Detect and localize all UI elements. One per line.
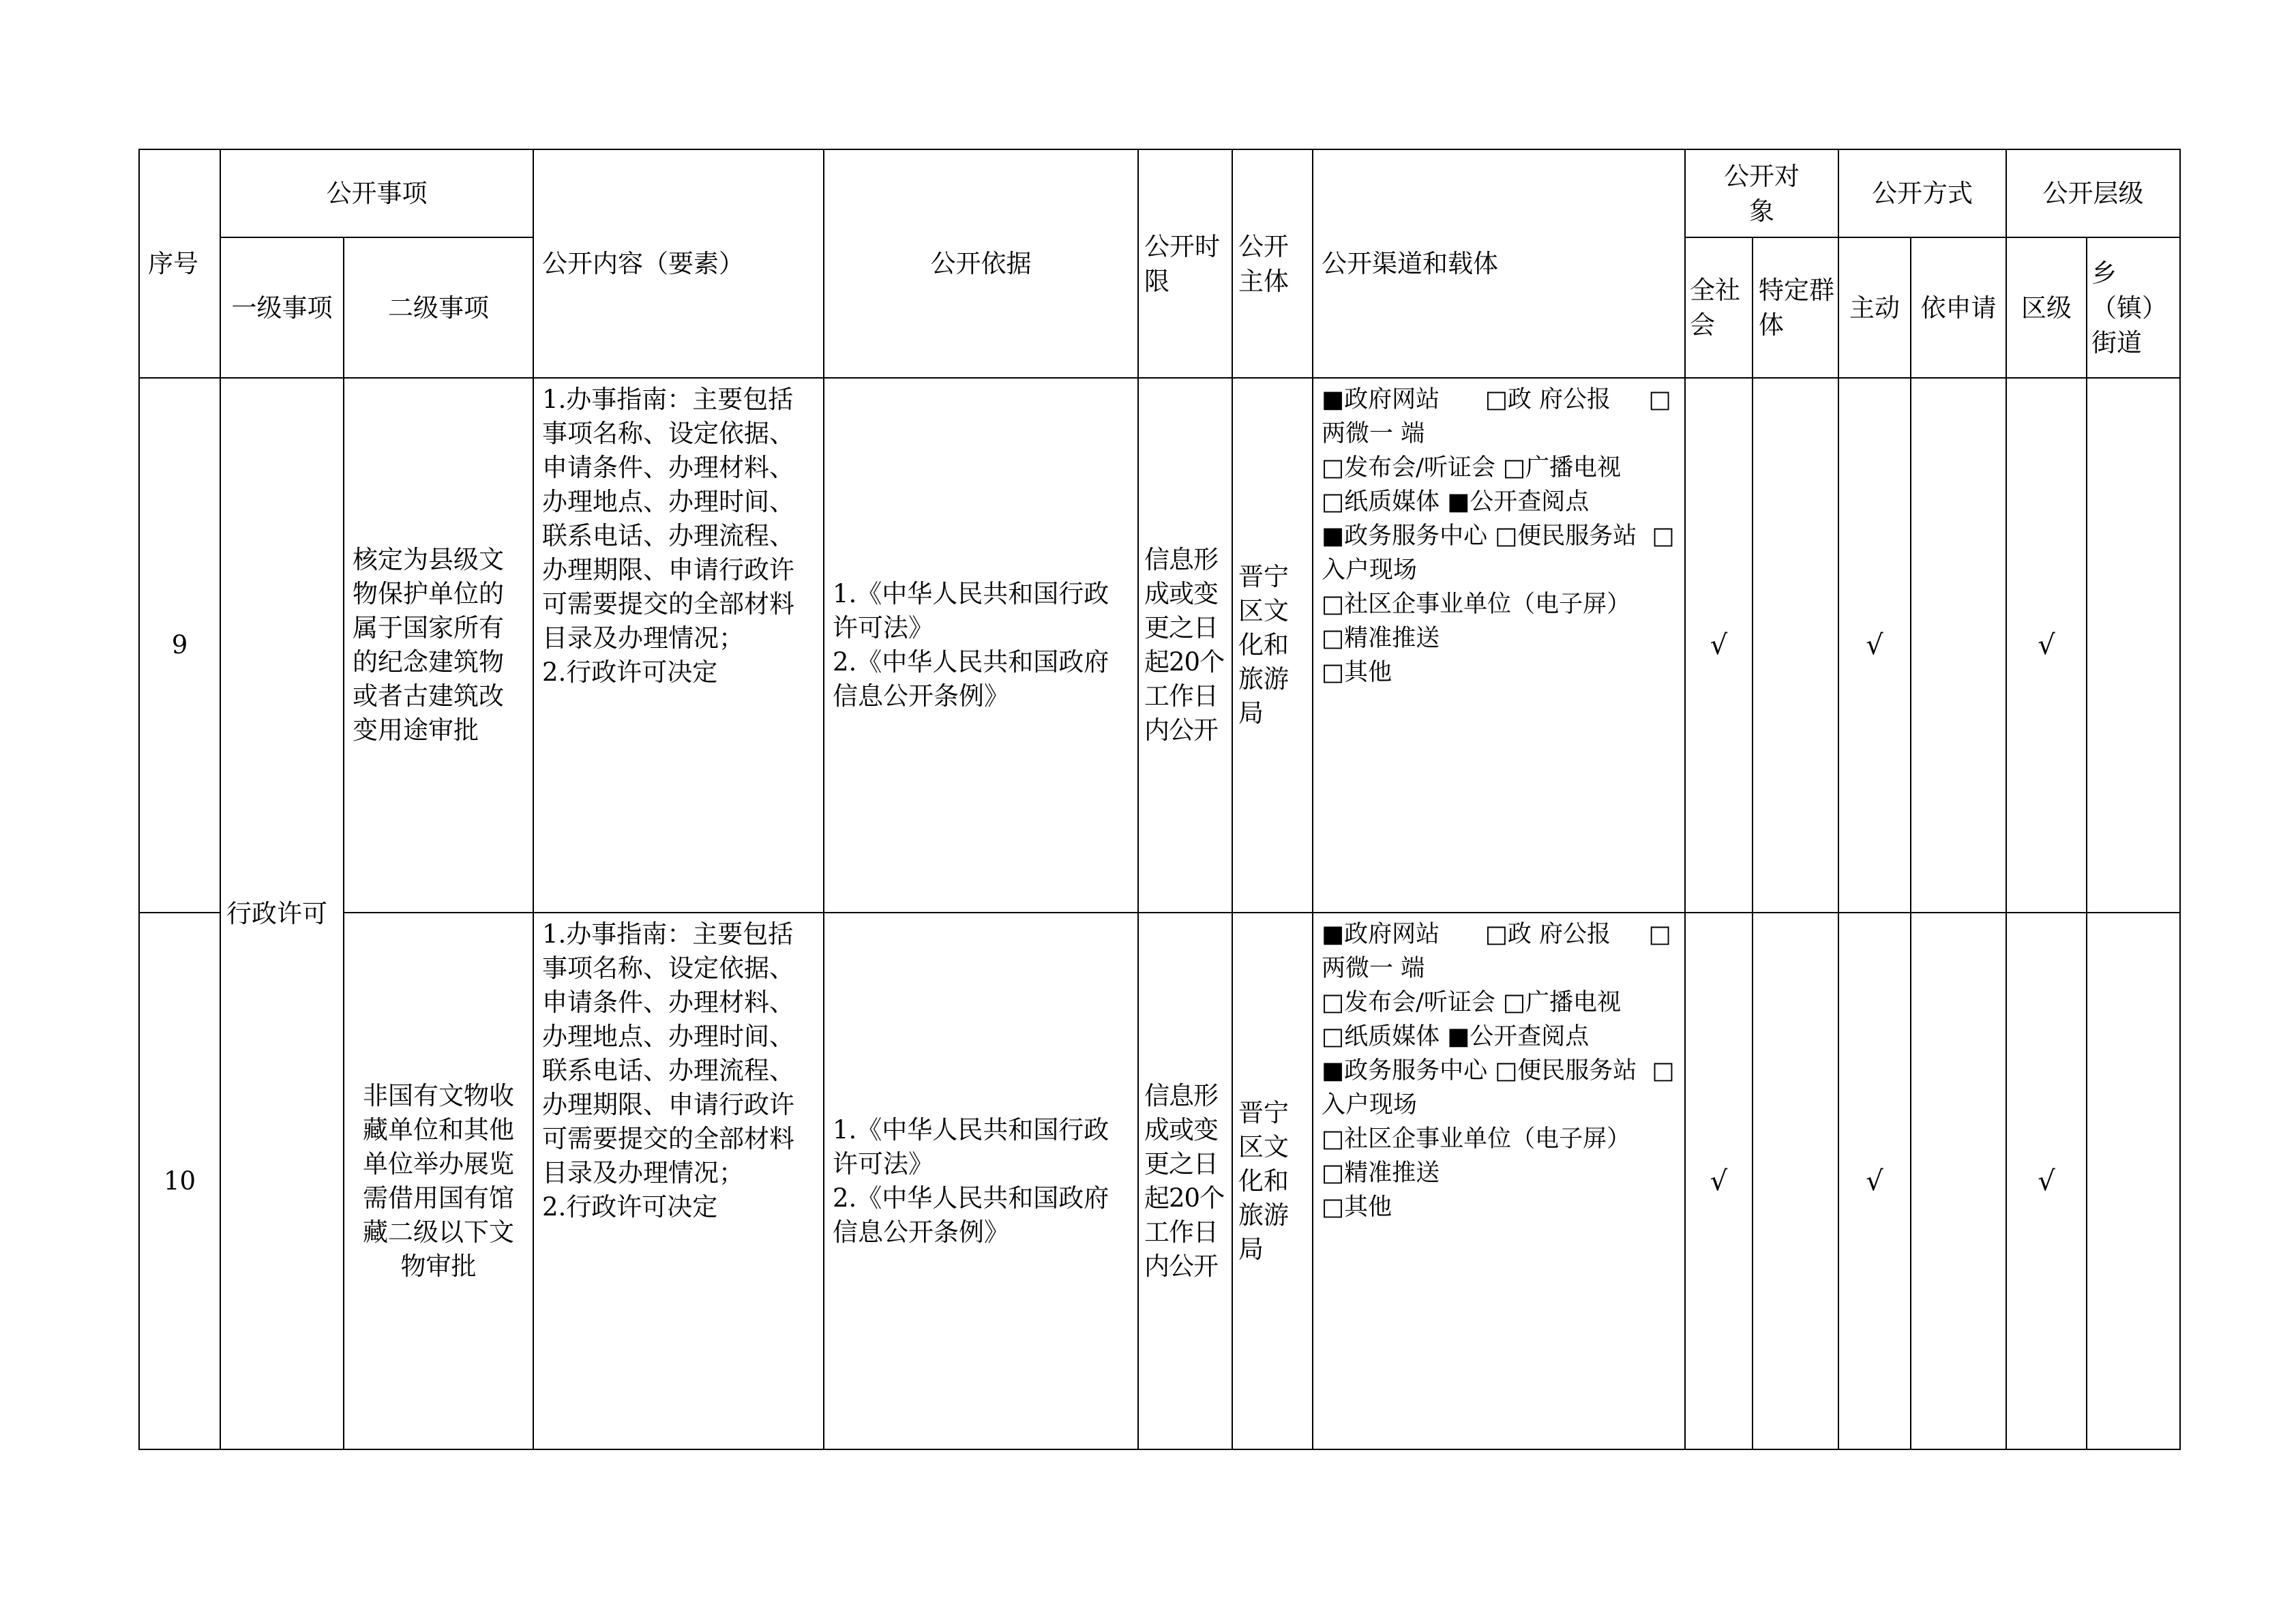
header-method-active-label: 主动 xyxy=(1849,293,1900,323)
header-method-apply-label: 依申请 xyxy=(1920,293,1997,323)
header-method-active xyxy=(1838,237,1911,378)
row-channels-value: ■政府网站 □政 府公报 □两微一 端 □发布会/听证会 □广播电视 □纸质媒体 ■公开查阅点 ■政务服务中心 □便民服务站 □入户现场 □社区企事业单位（电子屏） □精准推送 □其他 xyxy=(1322,386,1675,686)
header-target-all xyxy=(1685,237,1753,378)
row-method-active-value: √ xyxy=(1866,1165,1883,1197)
header-target xyxy=(1685,149,1838,237)
header-target-label: 公开对象 xyxy=(1724,161,1800,226)
row-subject xyxy=(1232,378,1313,913)
header-level1-label: 一级事项 xyxy=(231,293,333,323)
row-level1-value: 行政许可 xyxy=(226,898,327,928)
row-level2 xyxy=(344,913,533,1449)
row-target-all xyxy=(1685,378,1753,913)
header-channel xyxy=(1313,149,1685,378)
header-time-limit-label: 公开时限 xyxy=(1144,231,1220,296)
header-target-group xyxy=(1753,237,1838,378)
row-method-apply xyxy=(1911,913,2006,1449)
header-subject-label: 公开主体 xyxy=(1238,231,1289,296)
header-seq xyxy=(139,149,220,378)
header-matter xyxy=(220,149,533,237)
row-seq xyxy=(139,378,220,913)
row-level-town xyxy=(2087,913,2180,1449)
header-basis-label: 公开依据 xyxy=(930,249,1032,278)
header-level-district-label: 区级 xyxy=(2021,293,2072,323)
row-target-all-value: √ xyxy=(1710,630,1728,661)
row-seq-value: 10 xyxy=(163,1166,196,1196)
row-channels xyxy=(1313,913,1685,1449)
row-time-limit-value: 信息形成或变更之日起20个工作日内公开 xyxy=(1144,545,1225,745)
header-level-district xyxy=(2006,237,2087,378)
header-target-group-label: 特定群体 xyxy=(1759,276,1834,340)
header-matter-label: 公开事项 xyxy=(326,179,428,208)
header-method-label: 公开方式 xyxy=(1872,179,1973,208)
row-level2-value: 非国有文物收藏单位和其他单位举办展览需借用国有馆藏二级以下文物审批 xyxy=(363,1080,514,1281)
header-level1 xyxy=(220,237,344,378)
row-target-group xyxy=(1753,913,1838,1449)
row-level-town xyxy=(2087,378,2180,913)
row-content xyxy=(533,378,824,913)
row-method-apply xyxy=(1911,378,2006,913)
row-channels xyxy=(1313,378,1685,913)
header-content-label: 公开内容（要素） xyxy=(542,249,744,278)
row-level-district xyxy=(2006,378,2087,913)
row-basis-value: 1.《中华人民共和国行政许可法》 2.《中华人民共和国政府信息公开条例》 xyxy=(833,1114,1109,1247)
header-level-town xyxy=(2087,237,2180,378)
header-method-apply xyxy=(1911,237,2006,378)
row-target-group xyxy=(1753,378,1838,913)
row-target-all xyxy=(1685,913,1753,1449)
row-method-active-value: √ xyxy=(1866,630,1883,661)
header-time-limit xyxy=(1138,149,1232,378)
table-row xyxy=(139,378,2180,913)
row-target-all-value: √ xyxy=(1710,1165,1728,1197)
row-basis xyxy=(824,913,1138,1449)
row-content xyxy=(533,913,824,1449)
disclosure-table xyxy=(138,149,2181,1450)
row-level1 xyxy=(220,378,344,1449)
row-channels-value: ■政府网站 □政 府公报 □两微一 端 □发布会/听证会 □广播电视 □纸质媒体 ■公开查阅点 ■政务服务中心 □便民服务站 □入户现场 □社区企事业单位（电子屏） □精准推送 □其他 xyxy=(1322,921,1675,1221)
row-subject xyxy=(1232,913,1313,1449)
header-seq-label: 序号 xyxy=(148,249,198,278)
header-method xyxy=(1838,149,2006,237)
row-content-value: 1.办事指南：主要包括事项名称、设定依据、申请条件、办理材料、办理地点、办理时间、联系电话、办理流程、办理期限、申请行政许可需要提交的全部材料目录及办理情况； 2.行政许可决定 xyxy=(542,919,794,1222)
header-basis xyxy=(824,149,1138,378)
header-level-town-label: 乡（镇）街道 xyxy=(2091,258,2167,357)
row-content-value: 1.办事指南：主要包括事项名称、设定依据、申请条件、办理材料、办理地点、办理时间、联系电话、办理流程、办理期限、申请行政许可需要提交的全部材料目录及办理情况； 2.行政许可决定 xyxy=(542,385,794,687)
row-subject-value: 晋宁区文化和旅游局 xyxy=(1238,562,1289,728)
table-row xyxy=(139,913,2180,1449)
header-level2 xyxy=(344,237,533,378)
header-level xyxy=(2006,149,2180,237)
row-method-active xyxy=(1838,378,1911,913)
header-level-label: 公开层级 xyxy=(2042,179,2144,208)
row-subject-value: 晋宁区文化和旅游局 xyxy=(1238,1097,1289,1264)
row-time-limit xyxy=(1138,913,1232,1449)
row-time-limit xyxy=(1138,378,1232,913)
row-seq xyxy=(139,913,220,1449)
header-level2-label: 二级事项 xyxy=(388,293,489,323)
row-seq-value: 9 xyxy=(171,630,188,660)
row-basis-value: 1.《中华人民共和国行政许可法》 2.《中华人民共和国政府信息公开条例》 xyxy=(833,579,1109,711)
row-level-district-value: √ xyxy=(2038,1165,2055,1197)
row-level2 xyxy=(344,378,533,913)
header-target-all-label: 全社会 xyxy=(1690,276,1740,340)
row-method-active xyxy=(1838,913,1911,1449)
row-basis xyxy=(824,378,1138,913)
row-level-district xyxy=(2006,913,2087,1449)
header-subject xyxy=(1232,149,1313,378)
header-content xyxy=(533,149,824,378)
header-channel-label: 公开渠道和载体 xyxy=(1322,249,1498,278)
row-time-limit-value: 信息形成或变更之日起20个工作日内公开 xyxy=(1144,1080,1225,1281)
row-level2-value: 核定为县级文物保护单位的属于国家所有的纪念建筑物或者古建筑改变用途审批 xyxy=(353,545,504,745)
row-level-district-value: √ xyxy=(2038,630,2055,661)
